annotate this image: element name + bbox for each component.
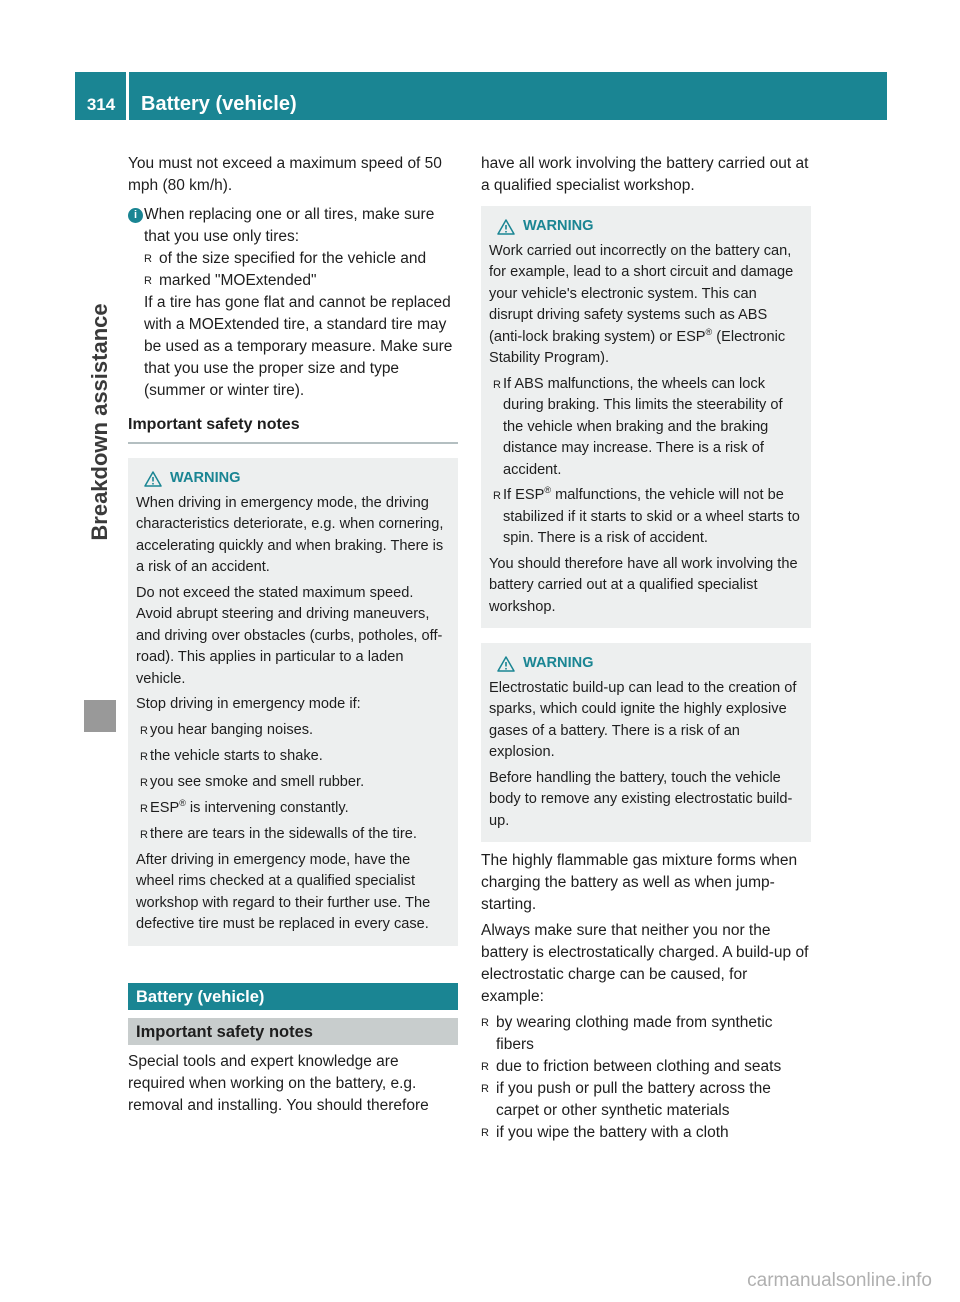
bullet-icon: R (140, 776, 148, 789)
info-note (128, 204, 458, 402)
bullet-icon: R (140, 750, 148, 763)
list-item (481, 1012, 811, 1056)
list-item-text: by wearing clothing made from synthetic fibers (496, 1014, 773, 1053)
warning-header (136, 468, 450, 490)
list-item-text: the vehicle starts to shake. (150, 747, 323, 764)
list-item (144, 270, 458, 292)
bullet-icon: R (481, 1061, 489, 1073)
list-item-text: there are tears in the sidewalls of the tire. (150, 825, 417, 842)
info-icon: i (128, 208, 143, 223)
list-item-text: marked "MOExtended" (159, 272, 317, 289)
info-note-text: When replacing one or all tires, make sure that you use only tires: (144, 206, 435, 245)
list-item-text: ESP® is intervening constantly. (150, 797, 349, 816)
warning-text: Electrostatic build-up can lead to the creation of sparks, which could ignite the highly explosive gases of a battery. There is a risk of an explosion. (489, 679, 797, 760)
side-tab-label: Breakdown assistance (87, 303, 112, 541)
list-item (136, 720, 450, 742)
info-note-body (144, 204, 458, 402)
body-text: The highly flammable gas mixture forms when charging the battery as well as when jump-starting. (481, 852, 798, 913)
warning-header (489, 216, 803, 238)
warning-text: Do not exceed the stated maximum speed. Avoid abrupt steering and driving maneuvers, and driving over obstacles (curbs, potholes, off-road). This applies in particular to a laden vehicle. (136, 584, 443, 687)
warning-text: You should therefore have all work involving the battery carried out at a qualified specialist workshop. (489, 555, 798, 615)
bullet-icon: R (140, 828, 148, 841)
warning-box (481, 206, 811, 628)
warning-text: Stop driving in emergency mode if: (136, 696, 361, 712)
list-item-text: if you push or pull the battery across the carpet or other synthetic materials (496, 1080, 771, 1119)
warning-box (481, 643, 811, 842)
list-item (481, 1056, 811, 1078)
warning-text: When driving in emergency mode, the driving characteristics deteriorate, e.g. when cornering, accelerating quickly and when braking. There is a risk of an accident. (136, 494, 444, 575)
list-item (489, 374, 803, 482)
bullet-icon: R (493, 378, 501, 391)
list-item (136, 798, 450, 820)
bullet-list (481, 1012, 811, 1144)
warning-triangle-icon (497, 219, 515, 235)
body-text: have all work involving the battery carried out at a qualified specialist workshop. (481, 155, 809, 194)
list-item-text: you see smoke and smell rubber. (150, 773, 365, 790)
page-number: 314 (86, 95, 116, 114)
warning-label: WARNING (170, 470, 241, 486)
bullet-icon: R (144, 253, 152, 265)
section-heading: Important safety notes (128, 414, 458, 444)
list-item (481, 1122, 811, 1144)
registered-mark: ® (544, 485, 552, 496)
warning-box (128, 458, 458, 946)
bullet-icon: R (140, 802, 148, 815)
registered-mark: ® (705, 326, 713, 337)
side-tab (84, 146, 116, 698)
list-item (489, 485, 803, 550)
warning-label: WARNING (523, 218, 594, 234)
list-item-text: If ABS malfunctions, the wheels can lock during braking. This limits the steerability of the vehicle when braking and the braking distance may increase. There is a risk of accident. (503, 375, 783, 478)
warning-text: After driving in emergency mode, have the wheel rims checked at a qualified specialist workshop with regard to their further use. The defective tire must be replaced in every case. (136, 851, 431, 932)
info-note-after: If a tire has gone flat and cannot be replaced with a MOExtended tire, a standard tire may be used as a temporary measure. Make sure that you use the proper size and type (summer or winter tire). (144, 294, 453, 399)
list-item (481, 1078, 811, 1122)
watermark: carmanualsonline.info (747, 1270, 932, 1291)
list-item (136, 746, 450, 768)
left-column (128, 153, 458, 1117)
list-item-text: if you wipe the battery with a cloth (496, 1124, 729, 1141)
list-item (144, 248, 458, 270)
bullet-icon: R (144, 275, 152, 287)
bullet-icon: R (493, 490, 501, 502)
bullet-icon: R (481, 1127, 489, 1139)
intro-text: You must not exceed a maximum speed of 50 mph (80 km/h). (128, 155, 442, 194)
warning-label: WARNING (523, 655, 594, 671)
registered-mark: ® (179, 797, 186, 808)
warning-text: Before handling the battery, touch the vehicle body to remove any existing electrostatic build-up. (489, 769, 793, 829)
page-title: Battery (vehicle) (141, 93, 297, 115)
list-item-text: you hear banging noises. (150, 721, 314, 738)
bullet-icon: R (481, 1083, 489, 1095)
list-item (136, 824, 450, 846)
subsection-heading: Important safety notes (128, 1018, 458, 1045)
side-tab-marker (84, 700, 116, 732)
warning-triangle-icon (144, 471, 162, 487)
body-text: Always make sure that neither you nor the battery is electrostatically charged. A build-up of electrostatic charge can be caused, for example: (481, 922, 809, 1005)
bullet-icon: R (140, 724, 148, 737)
warning-text: Work carried out incorrectly on the battery can, for example, lead to a short circuit and damage your vehicle's electronic system. This can disrupt driving safety systems such as ABS (anti-lock braking system) or ESP® (Electronic Stability Program). (489, 242, 794, 366)
body-text: Special tools and expert knowledge are required when working on the battery, e.g. removal and installing. You should therefore (128, 1052, 429, 1114)
warning-header (489, 653, 803, 675)
list-item (136, 772, 450, 794)
chapter-heading: Battery (vehicle) (128, 983, 458, 1010)
list-item-text: If ESP® malfunctions, the vehicle will not be stabilized if it starts to skid or a wheel starts to spin. There is a risk of accident. (503, 485, 800, 546)
header-divider (126, 72, 129, 120)
list-item-text: of the size specified for the vehicle and (159, 250, 427, 267)
bullet-icon: R (481, 1017, 489, 1029)
warning-triangle-icon (497, 656, 515, 672)
right-column (481, 153, 811, 1144)
list-item-text: due to friction between clothing and seats (496, 1058, 782, 1075)
